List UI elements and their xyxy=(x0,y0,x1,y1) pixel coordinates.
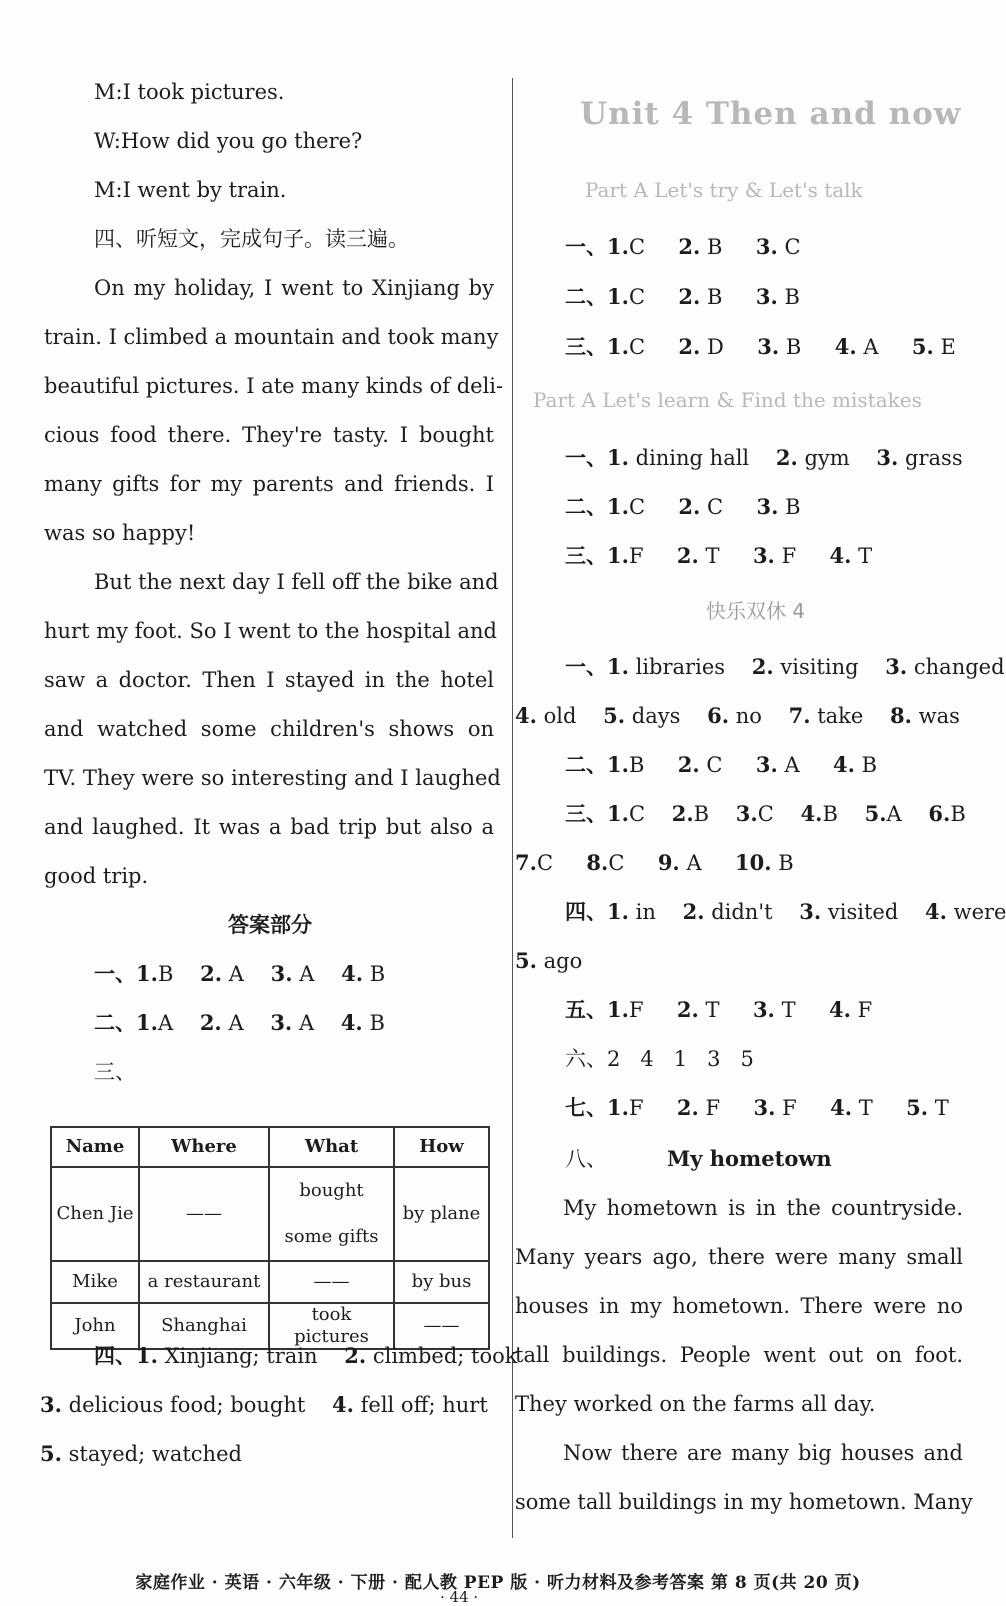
item-number: 2. xyxy=(199,1010,222,1035)
item-answer: was xyxy=(918,704,960,728)
paragraph-line: was so happy! xyxy=(44,521,196,545)
item-answer: F xyxy=(781,544,797,568)
item-number: 3. xyxy=(755,752,778,777)
item-answer: A xyxy=(157,1011,174,1035)
item-answer: didn't xyxy=(711,900,773,924)
answer-row xyxy=(40,1391,488,1419)
item-answer: A xyxy=(228,1011,244,1035)
table-cell: by plane xyxy=(394,1167,489,1261)
table-cell: John xyxy=(51,1303,139,1349)
item-number: 2. xyxy=(682,899,705,924)
item-number: 2. xyxy=(678,494,701,519)
paragraph-line: and watched some children's shows on xyxy=(44,717,494,741)
item-number: 5. xyxy=(603,703,626,728)
paragraph-line: hurt my foot. So I went to the hospital and xyxy=(44,619,497,643)
item-number: 四、1. xyxy=(565,899,629,924)
essay-label: 八、 xyxy=(565,1147,607,1171)
item-answer: F xyxy=(628,1096,644,1120)
paragraph-line: On my holiday, I went to Xinjiang by xyxy=(94,276,494,300)
item-answer: B xyxy=(628,753,645,777)
answer-row xyxy=(515,702,960,730)
table-header: What xyxy=(269,1127,394,1167)
answer-row xyxy=(565,996,872,1024)
item-answer: climbed; took xyxy=(372,1344,518,1368)
item-number: 二、1. xyxy=(94,1010,158,1035)
paragraph-line: beautiful pictures. I ate many kinds of deli- xyxy=(44,374,504,398)
item-answer: T xyxy=(934,1096,949,1120)
paragraph-line: train. I climbed a mountain and took many xyxy=(44,325,499,349)
answer-row xyxy=(515,849,794,877)
item-answer: ago xyxy=(543,949,583,973)
item-number: 4. xyxy=(800,801,823,826)
answer-label: 三、 xyxy=(94,1060,136,1084)
item-number: 2. xyxy=(678,284,701,309)
column-divider xyxy=(512,78,513,1538)
item-number: 4. xyxy=(830,1095,853,1120)
item-answer: T xyxy=(705,544,720,568)
item-answer: visited xyxy=(827,900,899,924)
item-answer: B xyxy=(822,802,838,826)
item-number: 4. xyxy=(515,703,537,728)
answer-row xyxy=(565,1094,949,1122)
essay-line: They worked on the farms all day. xyxy=(515,1392,876,1416)
item-answer: days xyxy=(631,704,681,728)
item-number: 四、1. xyxy=(94,1343,158,1368)
item-answer: no xyxy=(735,704,762,728)
item-number: 三、1. xyxy=(565,801,629,826)
answer-row xyxy=(515,947,582,975)
item-number: 2. xyxy=(678,234,701,259)
item-answer: T xyxy=(858,1096,873,1120)
item-answer: dining hall xyxy=(635,446,750,470)
item-number: 一、1. xyxy=(565,654,629,679)
item-answer: F xyxy=(857,998,873,1022)
answer-row xyxy=(565,751,877,779)
dialog-line: M:I took pictures. xyxy=(94,80,285,104)
paragraph-line: many gifts for my parents and friends. I xyxy=(44,472,494,496)
item-answer: B xyxy=(369,1011,385,1035)
item-answer: B xyxy=(369,962,386,986)
item-number: 4. xyxy=(833,752,855,777)
item-number: 5. xyxy=(911,334,934,359)
item-number: 4. xyxy=(924,899,947,924)
table-cell: —— xyxy=(394,1303,489,1349)
answer-row xyxy=(565,898,1006,926)
item-answer: B xyxy=(785,335,802,359)
item-answer: T xyxy=(781,998,796,1022)
item-number: 2. xyxy=(676,543,699,568)
item-answer: gym xyxy=(804,446,850,470)
item-number: 3. xyxy=(876,445,899,470)
answer-row xyxy=(40,1440,242,1468)
item-number: 3. xyxy=(752,997,775,1022)
item-answer: F xyxy=(782,1096,797,1120)
table-cell: —— xyxy=(139,1167,269,1261)
item-number: 4. xyxy=(341,961,364,986)
answer-row xyxy=(565,653,1005,681)
answer-section-title: 答案部分 xyxy=(228,912,312,937)
item-answer: A xyxy=(299,962,315,986)
item-number: 2. xyxy=(751,654,774,679)
item-answer: A xyxy=(863,335,879,359)
item-number: 5. xyxy=(906,1095,929,1120)
item-answer: visiting xyxy=(780,655,859,679)
item-number: 二、1. xyxy=(565,284,629,309)
item-number: 5. xyxy=(515,948,537,973)
item-answer: B xyxy=(784,285,800,309)
table-header: Where xyxy=(139,1127,269,1167)
item-answer: C xyxy=(706,753,723,777)
item-answer: F xyxy=(705,1096,721,1120)
paragraph-line: and laughed. It was a bad trip but also a xyxy=(44,815,494,839)
item-number: 3. xyxy=(270,961,293,986)
table-row xyxy=(51,1261,489,1303)
item-answer: C xyxy=(628,495,646,519)
item-answer: C xyxy=(628,335,646,359)
item-answer: C xyxy=(628,285,646,309)
item-answer: libraries xyxy=(635,655,726,679)
answer-row xyxy=(565,333,956,361)
item-number: 3. xyxy=(40,1392,62,1417)
item-answer: C xyxy=(628,235,646,259)
paragraph-line: good trip. xyxy=(44,864,149,888)
item-answer: A xyxy=(298,1011,315,1035)
item-answer: B xyxy=(785,495,801,519)
item-answer: D xyxy=(707,335,724,359)
page-footer: 家庭作业 · 英语 · 六年级 · 下册 · 配人教 PEP 版 · 听力材料及参考答案 第 8 页(共 20 页) xyxy=(135,1573,861,1593)
item-answer: T xyxy=(705,998,720,1022)
paragraph-line: cious food there. They're tasty. I bought xyxy=(44,423,494,447)
unit-title: Unit 4 Then and now xyxy=(580,96,962,132)
item-answer: C xyxy=(757,802,774,826)
item-answer: B xyxy=(950,802,966,826)
item-number: 三、1. xyxy=(565,543,629,568)
item-number: 7. xyxy=(788,703,811,728)
answer-table xyxy=(50,1126,490,1350)
table-cell: by bus xyxy=(394,1261,489,1303)
page-number: · 44 · xyxy=(440,1588,479,1606)
item-answer: T xyxy=(858,544,873,568)
answer-row xyxy=(565,233,801,261)
item-answer: old xyxy=(543,704,577,728)
item-answer: B xyxy=(157,962,174,986)
essay-line: Now there are many big houses and xyxy=(563,1441,963,1465)
item-number: 3. xyxy=(752,543,775,568)
section-title: Part A Let's try & Let's talk xyxy=(585,178,863,202)
item-number: 一、1. xyxy=(94,961,158,986)
item-answer: F xyxy=(628,544,644,568)
item-number: 10. xyxy=(735,850,772,875)
item-number: 3. xyxy=(757,334,780,359)
item-number: 9. xyxy=(657,850,680,875)
paragraph-line: TV. They were so interesting and I laughed xyxy=(44,766,501,790)
answer-row xyxy=(94,1342,517,1370)
table-row xyxy=(51,1167,489,1261)
item-answer: Xinjiang; train xyxy=(164,1344,318,1368)
item-answer: B xyxy=(861,753,878,777)
item-answer: E xyxy=(940,335,956,359)
item-answer: fell off; hurt xyxy=(360,1393,488,1417)
item-number: 3. xyxy=(799,899,822,924)
item-answer: B xyxy=(707,235,723,259)
item-answer: B xyxy=(693,802,710,826)
essay-title: My hometown xyxy=(667,1146,832,1171)
item-answer: changed xyxy=(913,655,1005,679)
paragraph-line: But the next day I fell off the bike and xyxy=(94,570,499,594)
item-number: 2. xyxy=(344,1343,367,1368)
ordering-answer: 六、2 4 1 3 5 xyxy=(565,1047,754,1071)
answer-row xyxy=(565,800,966,828)
table-cell: Chen Jie xyxy=(51,1167,139,1261)
item-answer: A xyxy=(784,753,800,777)
item-number: 五、1. xyxy=(565,997,629,1022)
item-answer: C xyxy=(784,235,801,259)
item-answer: A xyxy=(228,962,244,986)
item-answer: stayed; watched xyxy=(68,1442,242,1466)
essay-line: tall buildings. People went out on foot. xyxy=(515,1343,963,1367)
item-number: 3. xyxy=(756,494,779,519)
item-answer: C xyxy=(536,851,554,875)
item-number: 七、1. xyxy=(565,1095,629,1120)
table-cell: bought some gifts xyxy=(269,1167,394,1261)
table-cell: took pictures xyxy=(269,1303,394,1349)
item-answer: C xyxy=(628,802,646,826)
item-number: 2. xyxy=(676,997,699,1022)
essay-line: houses in my hometown. There were no xyxy=(515,1294,963,1318)
item-answer: delicious food; bought xyxy=(68,1393,306,1417)
item-number: 3. xyxy=(885,654,908,679)
item-number: 8. xyxy=(890,703,912,728)
table-cell: Shanghai xyxy=(139,1303,269,1349)
weekend-section-title: 快乐双休 4 xyxy=(705,599,806,623)
essay-line: Many years ago, there were many small xyxy=(515,1245,963,1269)
answer-row xyxy=(565,444,963,472)
item-answer: in xyxy=(635,900,656,924)
item-answer: grass xyxy=(905,446,963,470)
answer-row xyxy=(565,283,800,311)
dialog-line: W:How did you go there? xyxy=(94,129,363,153)
paragraph-line: saw a doctor. Then I stayed in the hotel xyxy=(44,668,494,692)
item-number: 6. xyxy=(707,703,730,728)
answer-row xyxy=(565,493,801,521)
item-number: 3. xyxy=(755,284,778,309)
item-number: 2. xyxy=(676,1095,699,1120)
item-number: 4. xyxy=(834,334,857,359)
item-number: 2. xyxy=(677,752,700,777)
essay-line: some tall buildings in my hometown. Many xyxy=(515,1490,973,1514)
item-number: 3. xyxy=(753,1095,776,1120)
item-number: 4. xyxy=(340,1010,363,1035)
item-answer: were xyxy=(953,900,1006,924)
section-title: Part A Let's learn & Find the mistakes xyxy=(533,388,922,412)
item-answer: A xyxy=(886,802,902,826)
answer-row xyxy=(565,542,872,570)
item-number: 8. xyxy=(586,850,609,875)
item-number: 5. xyxy=(864,801,887,826)
item-number: 2. xyxy=(671,801,694,826)
item-number: 3. xyxy=(735,801,758,826)
item-number: 一、1. xyxy=(565,445,629,470)
item-number: 5. xyxy=(40,1441,62,1466)
item-answer: B xyxy=(778,851,794,875)
table-cell: a restaurant xyxy=(139,1261,269,1303)
item-answer: C xyxy=(707,495,724,519)
item-number: 3. xyxy=(270,1010,293,1035)
item-number: 2. xyxy=(678,334,701,359)
answer-row xyxy=(94,960,385,988)
item-number: 二、1. xyxy=(565,494,629,519)
table-header: Name xyxy=(51,1127,139,1167)
item-number: 6. xyxy=(928,801,951,826)
essay-line: My hometown is in the countryside. xyxy=(563,1196,963,1220)
item-number: 二、1. xyxy=(565,752,629,777)
section-heading: 四、听短文，完成句子。读三遍。 xyxy=(94,227,409,251)
table-header: How xyxy=(394,1127,489,1167)
answer-row xyxy=(94,1009,385,1037)
item-answer: take xyxy=(817,704,864,728)
item-number: 三、1. xyxy=(565,334,629,359)
item-number: 4. xyxy=(829,543,852,568)
item-number: 3. xyxy=(755,234,778,259)
table-cell: Mike xyxy=(51,1261,139,1303)
table-cell: —— xyxy=(269,1261,394,1303)
item-number: 一、1. xyxy=(565,234,629,259)
item-answer: B xyxy=(707,285,723,309)
item-answer: F xyxy=(628,998,644,1022)
item-answer: A xyxy=(686,851,702,875)
item-number: 2. xyxy=(775,445,798,470)
item-number: 7. xyxy=(515,850,537,875)
dialog-line: M:I went by train. xyxy=(94,178,287,202)
item-answer: C xyxy=(608,851,625,875)
item-number: 2. xyxy=(200,961,223,986)
item-number: 4. xyxy=(828,997,851,1022)
item-number: 4. xyxy=(332,1392,354,1417)
